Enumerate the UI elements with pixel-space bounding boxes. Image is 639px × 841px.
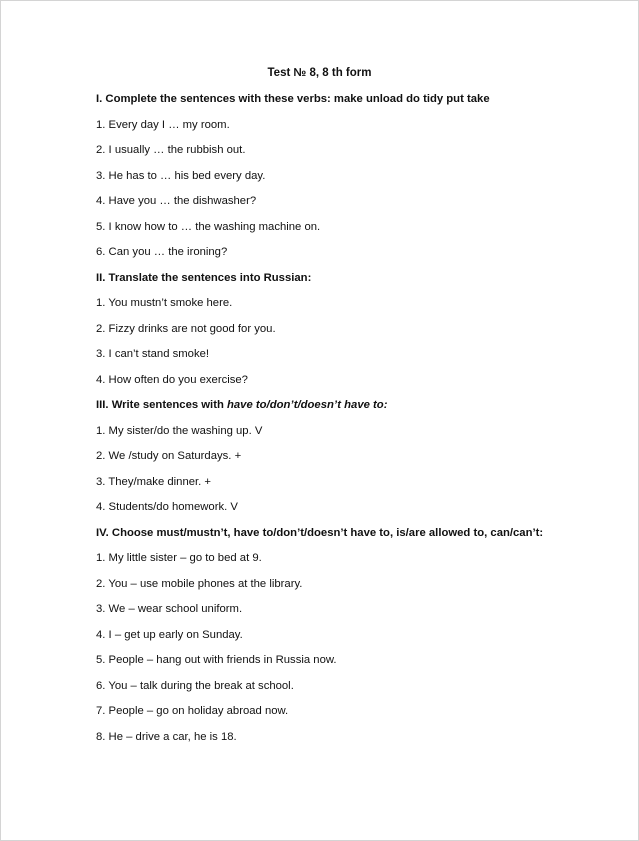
section-1-item: 1. Every day I … my room. (96, 118, 230, 131)
section-4-item: 5. People – hang out with friends in Russia now. (96, 654, 337, 666)
section-1-item: 6. Can you … the ironing? (96, 246, 228, 258)
section-4-item: 8. He – drive a car, he is 18. (96, 730, 237, 743)
section-2-item: 4. How often do you exercise? (96, 373, 248, 386)
section-1-item: 2. I usually … the rubbish out. (96, 144, 246, 156)
section-1-item: 4. Have you … the dishwasher? (96, 195, 257, 207)
section-3-heading-emphasis: have to/don’t/doesn’t have to: (227, 399, 388, 411)
section-1-item: 3. He has to … his bed every day. (96, 169, 266, 182)
section-2-heading: II. Translate the sentences into Russian: (96, 271, 312, 284)
section-4-item: 6. You – talk during the break at school. (96, 679, 294, 692)
section-4-heading: IV. Choose must/mustn’t, have to/don’t/doesn’t have to, is/are allowed to, can/can’t: (96, 526, 544, 539)
section-1-heading: I. Complete the sentences with these verbs: make unload do tidy put take (96, 93, 490, 105)
section-3-item: 1. My sister/do the washing up. V (96, 424, 263, 437)
section-2-item: 2. Fizzy drinks are not good for you. (96, 322, 276, 335)
section-3-heading (96, 397, 616, 423)
section-4-item: 1. My little sister – go to bed at 9. (96, 552, 262, 564)
section-2-item: 1. You mustn’t smoke here. (96, 297, 233, 309)
section-3-item: 3. They/make dinner. + (96, 475, 212, 488)
section-3-item: 2. We /study on Saturdays. + (96, 450, 242, 462)
section-4-item: 2. You – use mobile phones at the library. (96, 577, 303, 590)
section-3-heading-prefix: III. Write sentences with (96, 399, 227, 411)
test-content (96, 91, 616, 754)
section-4-item: 3. We – wear school uniform. (96, 603, 243, 615)
section-4-item: 4. I – get up early on Sunday. (96, 628, 243, 641)
section-4-item: 7. People – go on holiday abroad now. (96, 705, 289, 717)
test-title: Test № 8, 8 th form (267, 67, 372, 79)
section-1-item: 5. I know how to … the washing machine on. (96, 220, 321, 233)
section-2-item: 3. I can’t stand smoke! (96, 348, 210, 360)
section-3-item: 4. Students/do homework. V (96, 501, 238, 513)
